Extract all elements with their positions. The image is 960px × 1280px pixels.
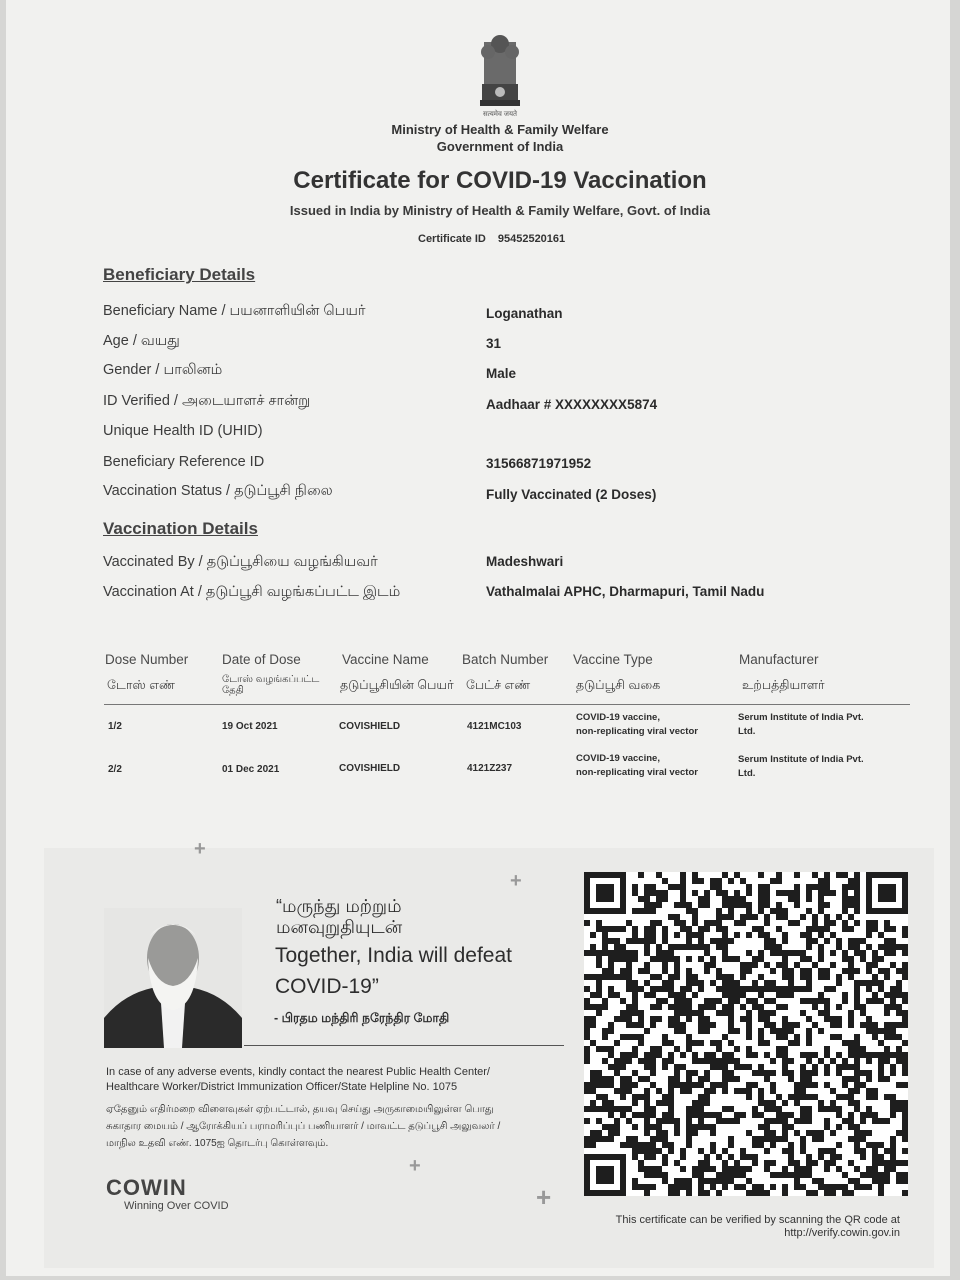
qr-finder-pattern bbox=[596, 884, 614, 902]
verification-line2: http://verify.cowin.gov.in bbox=[784, 1227, 900, 1239]
vaccination-status-label: Vaccination Status / தடுப்பூசி நிலை bbox=[103, 483, 333, 499]
id-verified-value: Aadhaar # XXXXXXXX5874 bbox=[486, 397, 658, 412]
verification-note bbox=[560, 1214, 900, 1240]
quote-tamil-line1: “மருந்து மற்றும் bbox=[276, 896, 402, 916]
advisory-tamil-line2: சுகாதார மையம் / ஆரோக்கியப் பராமரிப்புப் பணியாளர் / மாவட்ட தடுப்பூசி அலுவலர் / bbox=[106, 1121, 501, 1132]
dose-2-type-line2: non-replicating viral vector bbox=[576, 767, 698, 778]
verification-qr-code-icon bbox=[584, 872, 908, 1196]
dose-1-manufacturer bbox=[738, 711, 864, 739]
gender-label: Gender / பாலினம் bbox=[103, 362, 223, 378]
id-verified-label: ID Verified / அடையாளச் சான்று bbox=[103, 393, 311, 409]
prime-minister-portrait bbox=[104, 908, 242, 1048]
col-header-dose-number: Dose Number bbox=[105, 652, 189, 667]
dose-2-vaccine-type bbox=[576, 752, 698, 780]
dose-1-vaccine-type bbox=[576, 711, 698, 739]
col-header-dose-number-ta: டோஸ் எண் bbox=[107, 678, 175, 692]
col-header-manufacturer: Manufacturer bbox=[739, 652, 819, 667]
dose-1-type-line2: non-replicating viral vector bbox=[576, 726, 698, 737]
plus-decoration-icon: + bbox=[194, 838, 206, 860]
quote-tamil bbox=[276, 896, 402, 938]
advisory-tamil-line1: ஏதேனும் எதிர்மறை விளைவுகள் ஏற்பட்டால், தயவு செய்து அருகாமையிலுள்ள பொது bbox=[106, 1104, 494, 1115]
qr-finder-pattern bbox=[878, 884, 896, 902]
beneficiary-reference-label: Beneficiary Reference ID bbox=[103, 454, 265, 470]
plus-decoration-icon: + bbox=[536, 1182, 552, 1212]
quote-separator bbox=[244, 1045, 564, 1046]
quote-english bbox=[275, 940, 512, 1002]
col-header-batch-number-ta: பேட்ச் எண் bbox=[466, 678, 531, 692]
dose-2-batch: 4121Z237 bbox=[467, 763, 513, 774]
government-name: Government of India bbox=[436, 139, 564, 154]
dose-2-mfr-line2: Ltd. bbox=[738, 768, 756, 779]
dose-1-date: 19 Oct 2021 bbox=[222, 721, 278, 732]
advisory-english bbox=[106, 1065, 490, 1095]
vaccinated-by-value: Madeshwari bbox=[486, 554, 564, 569]
qr-modules bbox=[584, 872, 908, 1196]
vaccination-section-heading: Vaccination Details bbox=[103, 519, 258, 538]
col-header-manufacturer-ta: உற்பத்தியாளர் bbox=[742, 678, 825, 692]
vaccinated-by-label: Vaccinated By / தடுப்பூசியை வழங்கியவர் bbox=[103, 554, 378, 570]
gender-value: Male bbox=[486, 366, 517, 381]
cowin-tagline: Winning Over COVID bbox=[124, 1200, 229, 1212]
plus-decoration-icon: + bbox=[409, 1155, 421, 1177]
certificate-id-value: 95452520161 bbox=[497, 233, 566, 245]
dose-2-vaccine-name: COVISHIELD bbox=[339, 763, 401, 774]
advisory-line1: In case of any adverse events, kindly contact the nearest Public Health Center/ bbox=[106, 1066, 490, 1078]
vaccination-at-label: Vaccination At / தடுப்பூசி வழங்கப்பட்ட இடம் bbox=[103, 584, 401, 600]
col-header-vaccine-type: Vaccine Type bbox=[573, 652, 653, 667]
dose-2-number: 2/2 bbox=[108, 764, 122, 775]
beneficiary-name-value: Loganathan bbox=[486, 306, 563, 321]
dose-2-mfr-line1: Serum Institute of India Pvt. bbox=[738, 754, 864, 765]
beneficiary-name-label: Beneficiary Name / பயனாளியின் பெயர் bbox=[103, 303, 366, 319]
dose-1-mfr-line2: Ltd. bbox=[738, 726, 756, 737]
quote-tamil-line2: மனவுறுதியுடன் bbox=[276, 917, 403, 937]
table-divider bbox=[104, 704, 910, 705]
quote-attribution: - பிரதம மந்திரி நரேந்திர மோதி bbox=[274, 1011, 450, 1025]
certificate-id bbox=[418, 233, 565, 245]
plus-decoration-icon: + bbox=[510, 870, 522, 892]
national-emblem-icon bbox=[474, 34, 526, 110]
dose-1-vaccine-name: COVISHIELD bbox=[339, 721, 401, 732]
age-label: Age / வயது bbox=[103, 333, 180, 349]
advisory-tamil bbox=[106, 1101, 500, 1152]
quote-english-line1: Together, India will defeat bbox=[275, 944, 512, 967]
dose-1-mfr-line1: Serum Institute of India Pvt. bbox=[738, 712, 864, 723]
dose-1-batch: 4121MC103 bbox=[467, 721, 522, 732]
dose-2-date: 01 Dec 2021 bbox=[222, 764, 280, 775]
dose-2-type-line1: COVID-19 vaccine, bbox=[576, 753, 660, 764]
beneficiary-reference-value: 31566871971952 bbox=[486, 456, 592, 471]
vaccination-at-value: Vathalmalai APHC, Dharmapuri, Tamil Nadu bbox=[486, 584, 765, 599]
dose-2-manufacturer bbox=[738, 753, 864, 781]
col-header-date-of-dose-ta: டோஸ் வழங்கப்பட்ட தேதி bbox=[222, 674, 320, 696]
cowin-logo: COWIN bbox=[106, 1175, 187, 1200]
qr-finder-pattern bbox=[596, 1166, 614, 1184]
vaccination-status-value: Fully Vaccinated (2 Doses) bbox=[486, 487, 657, 502]
advisory-tamil-line3: மாநில உதவி எண். 1075ஐ தொடர்பு கொள்ளவும். bbox=[106, 1138, 329, 1149]
col-header-vaccine-name-ta: தடுப்பூசியின் பெயர் bbox=[340, 678, 454, 692]
col-header-vaccine-type-ta: தடுப்பூசி வகை bbox=[576, 678, 661, 692]
col-header-date-of-dose: Date of Dose bbox=[222, 652, 301, 667]
beneficiary-section-heading: Beneficiary Details bbox=[103, 265, 256, 284]
col-header-batch-number: Batch Number bbox=[462, 652, 549, 667]
quote-english-line2: COVID-19” bbox=[275, 975, 379, 998]
advisory-line2: Healthcare Worker/District Immunization Officer/State Helpline No. 1075 bbox=[106, 1081, 458, 1093]
age-value: 31 bbox=[486, 336, 502, 351]
issued-by-line: Issued in India by Ministry of Health & Family Welfare, Govt. of India bbox=[289, 203, 711, 218]
ministry-name: Ministry of Health & Family Welfare bbox=[391, 122, 609, 137]
certificate-title: Certificate for COVID-19 Vaccination bbox=[293, 167, 707, 194]
col-header-vaccine-name: Vaccine Name bbox=[342, 652, 429, 667]
dose-1-type-line1: COVID-19 vaccine, bbox=[576, 712, 660, 723]
dose-1-number: 1/2 bbox=[108, 721, 122, 732]
verification-line1: This certificate can be verified by scanning the QR code at bbox=[615, 1214, 900, 1226]
certificate-id-label: Certificate ID bbox=[418, 233, 486, 245]
emblem-motto: सत्यमेव जयते bbox=[482, 111, 518, 118]
ministry-heading bbox=[300, 121, 700, 155]
uhid-label: Unique Health ID (UHID) bbox=[103, 423, 263, 439]
